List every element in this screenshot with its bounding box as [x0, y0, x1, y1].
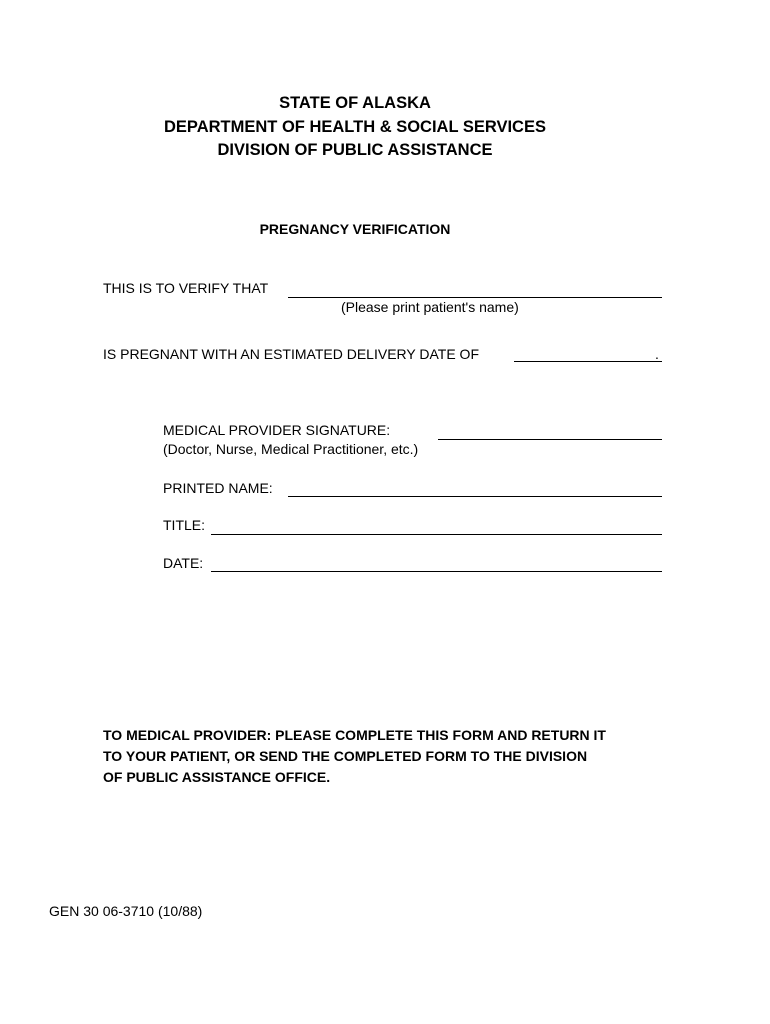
patient-name-sublabel: (Please print patient's name) [341, 299, 519, 315]
date-label: DATE: [163, 555, 204, 571]
patient-name-field[interactable] [288, 281, 662, 298]
form-number: GEN 30 06-3710 (10/88) [49, 903, 203, 919]
form-title: PREGNANCY VERIFICATION [259, 221, 451, 237]
signature-field[interactable] [438, 423, 662, 440]
agency-state: STATE OF ALASKA [279, 94, 431, 112]
agency-department: DEPARTMENT OF HEALTH & SOCIAL SERVICES [164, 118, 546, 136]
provider-notice-line: TO YOUR PATIENT, OR SEND THE COMPLETED FORM TO THE DIVISION [103, 748, 588, 764]
date-field[interactable] [211, 555, 662, 572]
provider-notice-line: TO MEDICAL PROVIDER: PLEASE COMPLETE THIS FORM AND RETURN IT [103, 727, 606, 743]
signature-label: MEDICAL PROVIDER SIGNATURE: [163, 422, 391, 438]
provider-notice-line: OF PUBLIC ASSISTANCE OFFICE. [103, 769, 331, 785]
delivery-date-field[interactable] [514, 345, 662, 362]
title-field[interactable] [211, 518, 662, 535]
title-label: TITLE: [163, 517, 206, 533]
provider-notice [103, 725, 606, 788]
printed-name-field[interactable] [288, 480, 662, 497]
delivery-label: IS PREGNANT WITH AN ESTIMATED DELIVERY DATE OF [103, 346, 479, 362]
delivery-terminal-period: . [655, 346, 659, 362]
agency-division: DIVISION OF PUBLIC ASSISTANCE [217, 141, 493, 159]
printed-name-label: PRINTED NAME: [163, 480, 273, 496]
verify-label: THIS IS TO VERIFY THAT [103, 280, 269, 296]
signature-sublabel: (Doctor, Nurse, Medical Practitioner, etc.) [163, 441, 419, 457]
